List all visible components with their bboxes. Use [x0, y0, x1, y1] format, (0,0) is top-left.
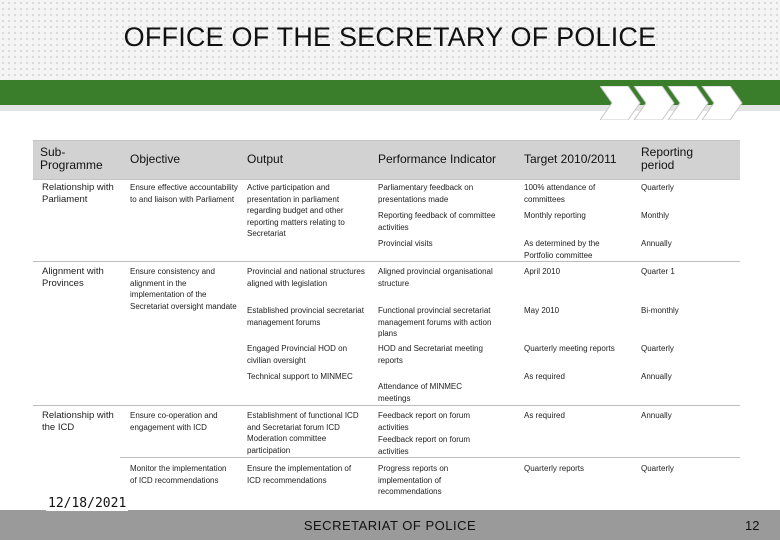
row3-sub-programme: Relationship with the ICD [42, 410, 114, 433]
row2-indicator-3: HOD and Secretariat meeting reports [378, 344, 483, 365]
row2-objective: Ensure consistency and alignment in the implementation of the Secretariat oversight mandate [130, 267, 237, 311]
row2-period-1: Quarter 1 [641, 267, 675, 276]
row1-indicator-3: Provincial visits [378, 239, 433, 248]
row3-indicator-1: Feedback report on forum activities [378, 411, 471, 432]
header-output: Output [247, 152, 284, 166]
row2-sub-programme: Alignment with Provinces [42, 266, 104, 289]
row2-output-1: Provincial and national structures aligned with legislation [247, 267, 365, 288]
row1-target-2: Monthly reporting [524, 211, 586, 220]
row4-period: Quarterly [641, 464, 674, 473]
footer-text: SECRETARIAT OF POLICE [303, 518, 477, 533]
row1-period-2: Monthly [641, 211, 670, 220]
row-separator [120, 457, 740, 458]
row2-output-3: Engaged Provincial HOD on civilian oversight [247, 344, 348, 365]
row1-objective: Ensure effective accountability to and liaison with Parliament [130, 183, 238, 204]
header-target: Target 2010/2011 [524, 152, 617, 166]
header-sub-programme: Sub-Programme [40, 145, 103, 172]
row-separator [33, 261, 740, 262]
row1-target-3: As determined by the Portfolio committee [524, 239, 600, 260]
row-separator [33, 405, 740, 406]
row1-indicator-1: Parliamentary feedback on presentations made [378, 183, 474, 204]
row2-indicator-1: Aligned provincial organisational structure [378, 267, 493, 288]
row1-period-1: Quarterly [641, 183, 674, 192]
row1-target-1: 100% attendance of committees [524, 183, 596, 204]
row1-output: Active participation and presentation in parliament regarding budget and other reporting matters relating to Secretariat [247, 183, 345, 238]
row4-objective: Monitor the implementation of ICD recommendations [130, 464, 227, 485]
page-number: 12 [745, 518, 760, 533]
row2-target-1: April 2010 [524, 267, 561, 276]
row3-output: Establishment of functional ICD and Secretariat forum ICD Moderation committee participation [247, 411, 359, 455]
row2-period-4: Annually [641, 372, 672, 381]
row3-objective: Ensure co-operation and engagement with ICD [130, 411, 218, 432]
header-reporting-period: Reporting period [641, 145, 694, 172]
row1-sub-programme: Relationship with Parliament [42, 182, 114, 205]
row2-output-4: Technical support to MINMEC [247, 372, 353, 381]
row2-target-3: Quarterly meeting reports [524, 344, 615, 353]
row2-indicator-2: Functional provincial secretariat management forums with action plans [378, 306, 492, 338]
row4-output: Ensure the implementation of ICD recommendations [247, 464, 352, 485]
chevrons-icon [600, 86, 760, 120]
row2-period-2: Bi-monthly [641, 306, 679, 315]
row3-indicator-2: Feedback report on forum activities [378, 435, 471, 456]
header-performance-indicator: Performance Indicator [378, 152, 497, 166]
row2-indicator-4: Attendance of MINMEC meetings [378, 382, 463, 403]
header-objective: Objective [130, 152, 181, 166]
row4-target: Quarterly reports [524, 464, 585, 473]
row2-output-2: Established provincial secretariat management forums [247, 306, 364, 327]
footer-date: 12/18/2021 [48, 496, 127, 511]
page-title: OFFICE OF THE SECRETARY OF POLICE [123, 22, 657, 52]
row2-target-4: As required [524, 372, 565, 381]
row2-period-3: Quarterly [641, 344, 674, 353]
row3-period: Annually [641, 411, 672, 420]
row3-target: As required [524, 411, 565, 420]
row1-period-3: Annually [641, 239, 672, 248]
row2-target-2: May 2010 [524, 306, 560, 315]
row1-indicator-2: Reporting feedback of committee activities [378, 211, 496, 232]
row4-indicator: Progress reports on implementation of recommendations [378, 464, 449, 496]
